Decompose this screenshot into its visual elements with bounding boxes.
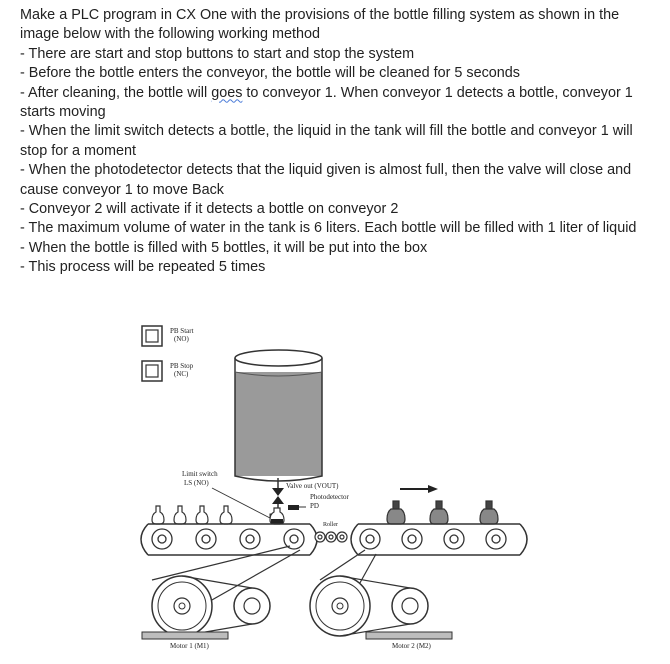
liquid-tank <box>235 350 322 488</box>
motor-2 <box>310 550 452 639</box>
conveyor-2 <box>351 524 527 555</box>
step-start-stop: - There are start and stop buttons to start and stop the system <box>20 45 415 62</box>
limit-switch-pointer <box>212 488 270 518</box>
step-conveyor1 <box>20 84 655 123</box>
step-repeat: - This process will be repeated 5 times <box>20 259 266 276</box>
photodetector-icon <box>288 505 299 510</box>
bottle-filling-diagram <box>130 318 530 658</box>
pb-start-label: PB Start <box>170 327 194 335</box>
problem-statement <box>20 6 655 278</box>
motor-1 <box>142 546 300 639</box>
photodetector-type: PD <box>310 502 319 510</box>
conveyor-1 <box>141 524 317 555</box>
limit-switch-type: LS (NO) <box>184 479 209 487</box>
direction-arrow-icon <box>400 485 438 493</box>
pb-stop-label: PB Stop <box>170 362 194 370</box>
valve-label: Valve out (VOUT) <box>286 482 339 490</box>
motor-1-label: Motor 1 (M1) <box>170 642 209 650</box>
step-photodetector: - When the photodetector detects that the liquid given is almost full, then the valve will close and cause conveyor 1 to move Back <box>20 162 632 198</box>
pb-stop-icon <box>142 361 162 381</box>
limit-switch-label: Limit switch <box>182 470 218 478</box>
pb-start-icon <box>142 326 162 346</box>
step-cleaning: - Before the bottle enters the conveyor, the bottle will be cleaned for 5 seconds <box>20 65 520 82</box>
step-conveyor2: - Conveyor 2 will activate if it detects a bottle on conveyor 2 <box>20 201 399 218</box>
step-conveyor1-part1: - After cleaning, the bottle will <box>20 84 212 101</box>
roller-label: Roller <box>323 522 338 528</box>
pb-stop-type: (NC) <box>174 370 189 378</box>
filled-bottles <box>387 501 498 524</box>
pb-start-type: (NO) <box>174 335 189 343</box>
photodetector-label: Photodetector <box>310 493 349 501</box>
intro-text: Make a PLC program in CX One with the provisions of the bottle filling system as shown in the image below with the following working method <box>20 7 620 43</box>
roller-icon <box>315 532 347 542</box>
step-tank-volume: - The maximum volume of water in the tank is 6 liters. Each bottle will be filled with 1 liter of liquid <box>20 220 637 237</box>
step-box: - When the bottle is filled with 5 bottles, it will be put into the box <box>20 239 428 256</box>
step-limit-switch: - When the limit switch detects a bottle, the liquid in the tank will fill the bottle and conveyor 1 will stop for a moment <box>20 123 633 159</box>
motor-2-label: Motor 2 (M2) <box>392 642 431 650</box>
spellcheck-flagged-word[interactable]: goes <box>211 84 243 101</box>
step-conveyor1-part2: to conveyor 1. When conveyor 1 detects a bottle, conveyor 1 starts moving <box>20 84 633 121</box>
